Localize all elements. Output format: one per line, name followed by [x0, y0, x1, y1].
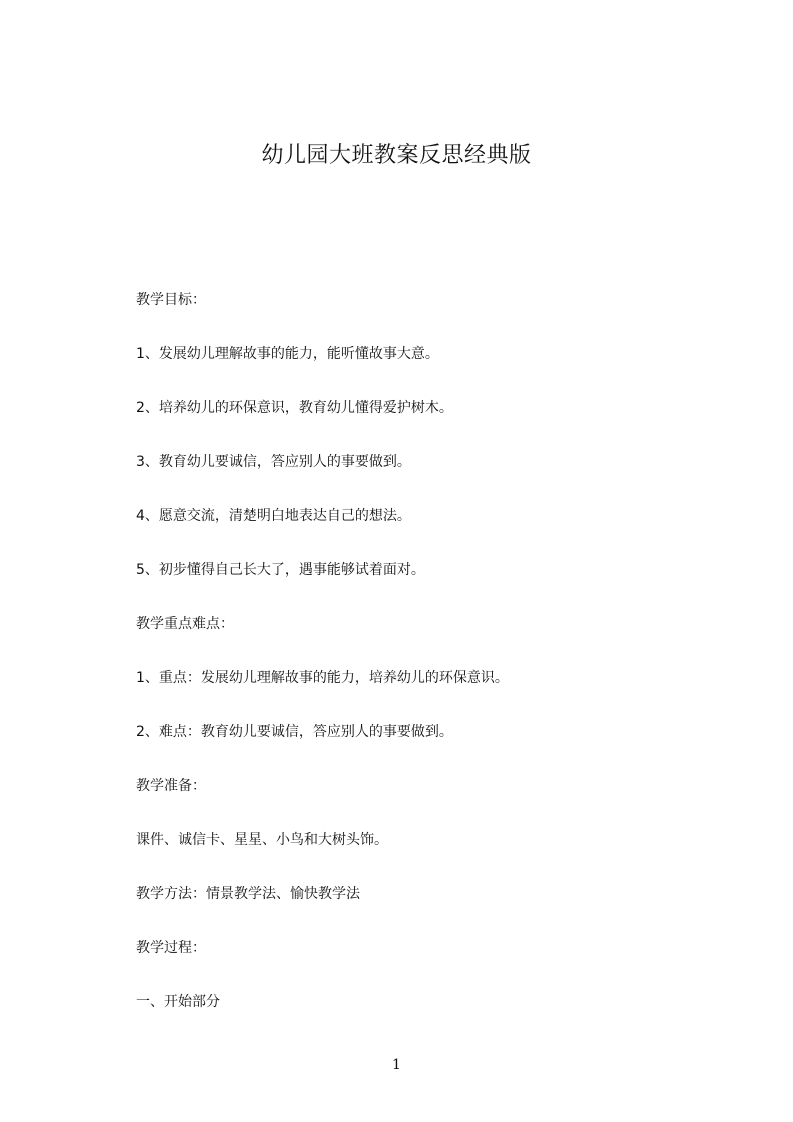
paragraph-objective-1: 1、发展幼儿理解故事的能力，能听懂故事大意。	[136, 346, 439, 362]
subsection-heading-start: 一、开始部分	[136, 994, 220, 1010]
document-title: 幼儿园大班教案反思经典版	[261, 143, 532, 168]
paragraph-difficult-point: 2、难点：教育幼儿要诚信，答应别人的事要做到。	[136, 724, 453, 740]
section-heading-process: 教学过程：	[136, 940, 206, 956]
paragraph-objective-2: 2、培养幼儿的环保意识，教育幼儿懂得爱护树木。	[136, 400, 453, 416]
page-number: 1	[392, 1057, 401, 1073]
section-heading-key-points: 教学重点难点：	[136, 616, 234, 632]
paragraph-objective-5: 5、初步懂得自己长大了，遇事能够试着面对。	[136, 562, 425, 578]
paragraph-preparation: 课件、诚信卡、星星、小鸟和大树头饰。	[136, 832, 388, 848]
paragraph-teaching-methods: 教学方法：情景教学法、愉快教学法	[136, 886, 360, 902]
paragraph-objective-4: 4、愿意交流，清楚明白地表达自己的想法。	[136, 508, 411, 524]
paragraph-objective-3: 3、教育幼儿要诚信，答应别人的事要做到。	[136, 454, 411, 470]
section-heading-preparation: 教学准备：	[136, 778, 206, 794]
section-heading-objectives: 教学目标：	[136, 292, 206, 308]
paragraph-key-point: 1、重点：发展幼儿理解故事的能力，培养幼儿的环保意识。	[136, 670, 509, 686]
